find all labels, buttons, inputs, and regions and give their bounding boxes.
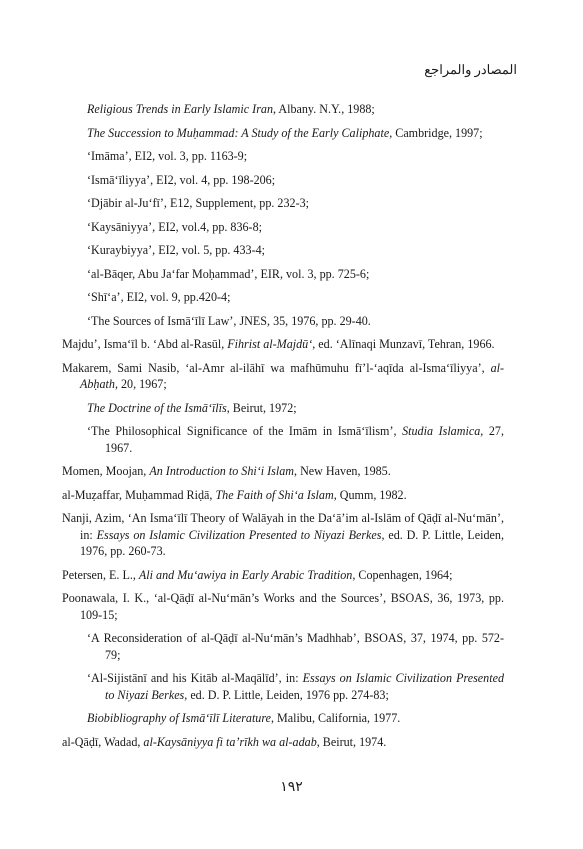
entry-text: , Beirut, 1974. [316, 734, 387, 749]
entry-title-italic: Studia Islamica [402, 424, 481, 438]
bibliography-sub-entry [62, 266, 504, 283]
bibliography-entry [62, 590, 504, 623]
entry-text: , ed. ‘Alīnaqi Munzavī, Tehran, 1966. [312, 337, 495, 351]
running-header: المصادر والمراجع [424, 62, 517, 77]
entry-text: Nanji, Azim, ‘An Isma‘īlī Theory of Walāyah in the Da‘ā’im al-Islām of Qāḍī al-Nu‘mān’, in: [62, 511, 504, 542]
entry-text: ‘The Sources of Ismā‘īlī Law’, JNES, 35, 1976, pp. 29-40. [87, 313, 371, 328]
entry-title-italic: Ali and Mu‘awiya in Early Arabic Tradition [138, 567, 353, 582]
entry-text: Petersen, E. L., [62, 567, 139, 582]
bibliography-entry [62, 567, 504, 584]
entry-title-italic: al-Abḥath [80, 360, 504, 391]
bibliography-entry [62, 487, 504, 504]
entry-title-italic: The Faith of Shi‘a Islam [215, 487, 334, 502]
entry-text: ‘Shī‘a’, EI2, vol. 9, pp.420-4; [87, 290, 231, 304]
bibliography-entry [62, 360, 504, 393]
entry-title-italic: Biobibliography of Ismā‘īlī Literature [87, 711, 271, 725]
entry-title-italic: Essays on Islamic Civilization Presented to Niyazi Berkes [96, 527, 382, 542]
entry-text: , ed. D. P. Little, Leiden, 1976 pp. 274-83; [184, 687, 389, 702]
entry-text: al-Qāḍī, Wadad, [62, 734, 144, 749]
entry-text: ‘Kuraybiyya’, EI2, vol. 5, pp. 433-4; [87, 243, 266, 257]
bibliography-entry [62, 510, 504, 560]
bibliography-sub-entry [62, 242, 504, 259]
entry-text: , Albany. N.Y., 1988; [273, 102, 375, 116]
entry-text: , Beirut, 1972; [226, 400, 297, 415]
entry-title-italic: The Doctrine of the Ismā‘īlīs [87, 400, 227, 415]
entry-text: ‘The Philosophical Significance of the Imām in Ismā‘īlism’, [87, 424, 403, 438]
entry-title-italic: Fihrist al-Majdū‘ [227, 337, 313, 351]
entry-text: Poonawala, I. K., ‘al-Qāḍī al-Nu‘mān’s Works and the Sources’, BSOAS, 36, 1973, pp. 109-15; [62, 591, 504, 622]
entry-text: , Qumm, 1982. [333, 487, 407, 502]
entry-text: ‘Djābir al-Ju‘fī’, E12, Supplement, pp. 232-3; [87, 196, 310, 210]
entry-text: Makarem, Sami Nasib, ‘al-Amr al-ilāhī wa mafhūmuhu fī’l-‘aqīda al-Isma‘īliyya’, [62, 360, 491, 375]
entry-title-italic: The Succession to Muḥammad: A Study of the Early Caliphate [87, 125, 390, 140]
page-number: ١٩٢ [280, 780, 303, 795]
entry-text: , 27, 1967. [105, 424, 504, 455]
entry-text: ‘Kaysāniyya’, EI2, vol.4, pp. 836-8; [87, 219, 262, 234]
bibliography-sub-entry [62, 710, 504, 727]
entry-title-italic: Religious Trends in Early Islamic Iran [87, 102, 273, 116]
entry-title-italic: al-Kaysāniyya fi ta’rīkh wa al-adab [143, 734, 317, 749]
entry-text: , 20, 1967; [114, 377, 167, 391]
bibliography-sub-entry [62, 195, 504, 212]
entry-text: , ed. D. P. Little, Leiden, 1976, pp. 260-73. [80, 527, 504, 558]
entry-text: ‘A Reconsideration of al-Qāḍī al-Nu‘mān’s Madhhab’, BSOAS, 37, 1974, pp. 572-79; [87, 631, 504, 662]
entry-text: Majdu’, Isma‘īl b. ‘Abd al-Rasūl, [62, 337, 228, 351]
bibliography-sub-entry [62, 313, 504, 330]
bibliography-list [62, 101, 504, 757]
entry-text: al-Muẓaffar, Muḥammad Riḍā, [62, 487, 216, 502]
bibliography-sub-entry [62, 148, 504, 165]
bibliography-sub-entry [62, 400, 504, 417]
entry-text: Momen, Moojan, [62, 464, 150, 478]
entry-text: ‘al-Bāqer, Abu Ja‘far Moḥammad’, EIR, vol. 3, pp. 725-6; [87, 266, 370, 281]
entry-text: , Malibu, California, 1977. [270, 711, 401, 725]
entry-text: , Cambridge, 1997; [389, 125, 483, 140]
bibliography-sub-entry [62, 670, 504, 703]
entry-text: , New Haven, 1985. [294, 464, 391, 478]
bibliography-sub-entry [62, 630, 504, 663]
bibliography-sub-entry [62, 101, 504, 118]
entry-text: ‘Al-Sijistānī and his Kitāb al-Maqālīd’, in: [87, 671, 303, 685]
entry-text: , Copenhagen, 1964; [352, 567, 453, 582]
bibliography-sub-entry [62, 289, 504, 306]
entry-title-italic: An Introduction to Shi‘i Islam [149, 464, 295, 478]
bibliography-entry [62, 463, 504, 480]
bibliography-sub-entry [62, 219, 504, 236]
bibliography-sub-entry [62, 125, 504, 142]
entry-title-italic: Essays on Islamic Civilization Presented to Niyazi Berkes [105, 671, 505, 702]
bibliography-sub-entry [62, 423, 504, 456]
entry-text: ‘Ismā‘īliyya’, EI2, vol. 4, pp. 198-206; [87, 172, 276, 187]
bibliography-entry [62, 734, 504, 751]
bibliography-sub-entry [62, 172, 504, 189]
entry-text: ‘Imāma’, EI2, vol. 3, pp. 1163-9; [87, 149, 248, 163]
bibliography-entry [62, 336, 504, 353]
